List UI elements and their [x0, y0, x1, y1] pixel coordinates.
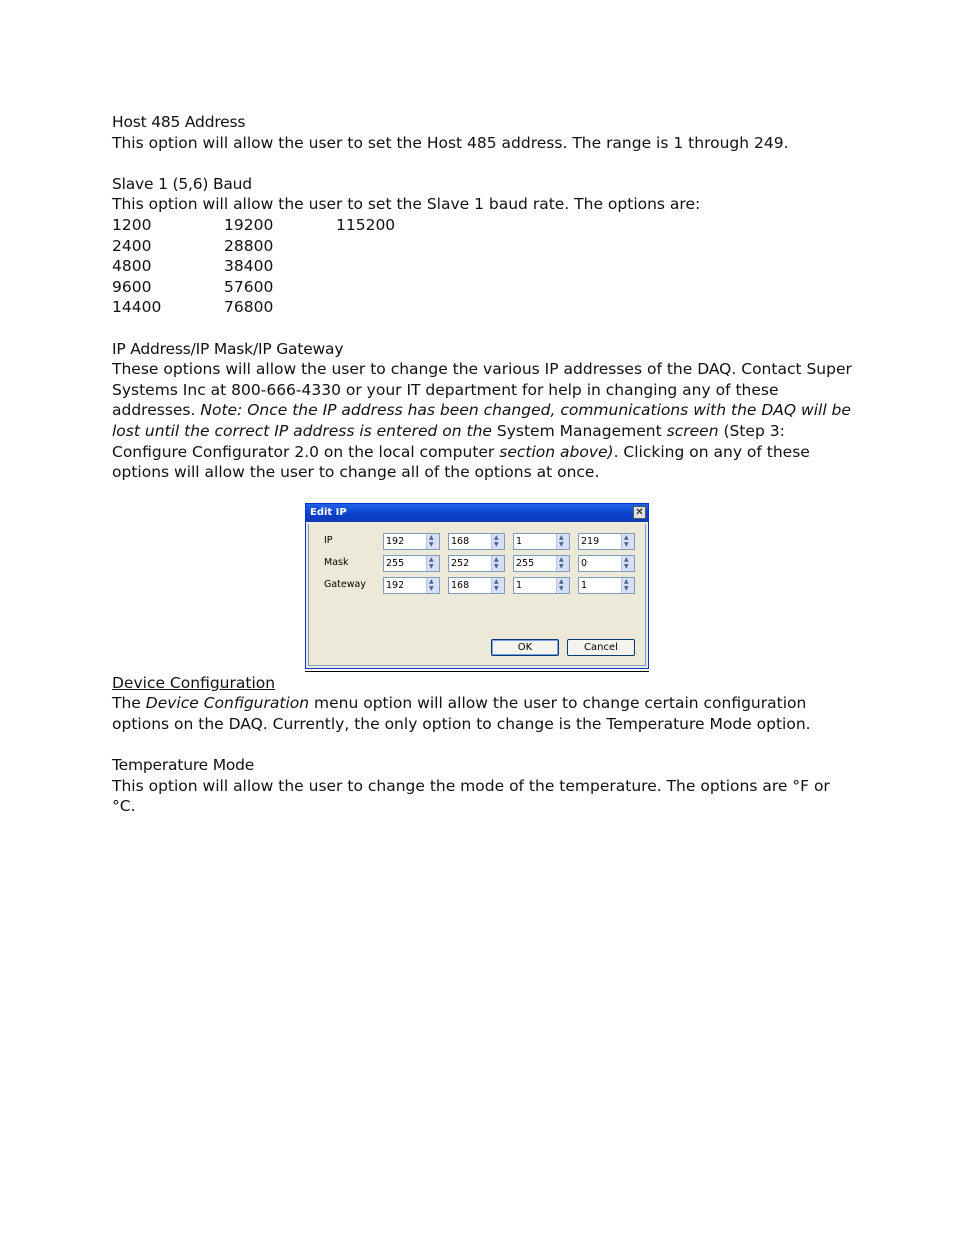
up-arrow-icon[interactable]: ▲: [624, 556, 629, 563]
down-arrow-icon[interactable]: ▼: [429, 585, 434, 592]
mask-octet-3-stepper[interactable]: 255 ▲ ▼: [513, 555, 570, 572]
up-arrow-icon[interactable]: ▲: [559, 534, 564, 541]
mask-octet-4-stepper[interactable]: 0 ▲ ▼: [578, 555, 635, 572]
ip-text: These options will allow the user to change the various IP addresses of the DAQ. Contact Super Systems Inc at 800-666-4330 or your IT department for help in changing any of these addresses. Note: Once the IP address has been changed, communications with the DAQ will be lost until the correct IP address is entered on the System Management screen (Step 3: Configure Configurator 2.0 on the local computer section above). Clicking on any of these options will allow the user to change all of the options at once.: [112, 360, 852, 482]
baud-row: 14400 76800: [112, 298, 274, 317]
up-arrow-icon[interactable]: ▲: [429, 556, 434, 563]
up-arrow-icon[interactable]: ▲: [494, 556, 499, 563]
mask-row: [309, 555, 645, 573]
gateway-row: [309, 577, 645, 595]
dialog-body: [308, 524, 646, 666]
ip-octet-3-stepper[interactable]: 1 ▲ ▼: [513, 533, 570, 550]
host485-text: This option will allow the user to set the Host 485 address. The range is 1 through 249.: [112, 133, 789, 152]
baud-row: 2400 28800: [112, 236, 274, 255]
temp-mode-heading: Temperature Mode: [112, 756, 255, 775]
device-config-text: The Device Configuration menu option will allow the user to change certain configuration options on the DAQ. Currently, the only option to change is the Temperature Mode option.: [112, 694, 811, 733]
close-icon[interactable]: ✕: [633, 506, 646, 519]
dialog-titlebar: [306, 504, 648, 522]
down-arrow-icon[interactable]: ▼: [494, 563, 499, 570]
slave-baud-text: This option will allow the user to set the Slave 1 baud rate. The options are:: [112, 195, 701, 214]
down-arrow-icon[interactable]: ▼: [559, 541, 564, 548]
up-arrow-icon[interactable]: ▲: [624, 578, 629, 585]
document-page: [112, 112, 852, 817]
up-arrow-icon[interactable]: ▲: [429, 578, 434, 585]
edit-ip-dialog: [305, 503, 649, 669]
ip-octet-4-stepper[interactable]: 219 ▲ ▼: [578, 533, 635, 550]
gateway-label: Gateway: [324, 579, 366, 590]
edit-ip-dialog-figure: [305, 503, 649, 672]
ip-label: IP: [324, 535, 333, 546]
cancel-button[interactable]: Cancel: [567, 639, 635, 656]
down-arrow-icon[interactable]: ▼: [429, 541, 434, 548]
mask-label: Mask: [324, 557, 349, 568]
ip-row: [309, 533, 645, 551]
down-arrow-icon[interactable]: ▼: [494, 541, 499, 548]
slave-baud-heading: Slave 1 (5,6) Baud: [112, 174, 252, 193]
ip-octet-2-stepper[interactable]: 168 ▲ ▼: [448, 533, 505, 550]
ip-octet-1-stepper[interactable]: 192 ▲ ▼: [383, 533, 440, 550]
down-arrow-icon[interactable]: ▼: [624, 585, 629, 592]
down-arrow-icon[interactable]: ▼: [559, 563, 564, 570]
gateway-octet-4-stepper[interactable]: 1 ▲ ▼: [578, 577, 635, 594]
mask-octet-2-stepper[interactable]: 252 ▲ ▼: [448, 555, 505, 572]
baud-row: 1200 19200 115200: [112, 215, 396, 234]
gateway-octet-1-stepper[interactable]: 192 ▲ ▼: [383, 577, 440, 594]
up-arrow-icon[interactable]: ▲: [624, 534, 629, 541]
baud-row: 4800 38400: [112, 257, 274, 276]
up-arrow-icon[interactable]: ▲: [429, 534, 434, 541]
gateway-octet-3-stepper[interactable]: 1 ▲ ▼: [513, 577, 570, 594]
dialog-title: Edit IP: [310, 507, 347, 518]
down-arrow-icon[interactable]: ▼: [624, 541, 629, 548]
up-arrow-icon[interactable]: ▲: [494, 578, 499, 585]
up-arrow-icon[interactable]: ▲: [494, 534, 499, 541]
baud-row: 9600 57600: [112, 277, 274, 296]
up-arrow-icon[interactable]: ▲: [559, 556, 564, 563]
down-arrow-icon[interactable]: ▼: [624, 563, 629, 570]
up-arrow-icon[interactable]: ▲: [559, 578, 564, 585]
gateway-octet-2-stepper[interactable]: 168 ▲ ▼: [448, 577, 505, 594]
ok-button[interactable]: OK: [491, 639, 559, 656]
down-arrow-icon[interactable]: ▼: [559, 585, 564, 592]
temp-mode-text: This option will allow the user to change the mode of the temperature. The options are °F or °C.: [112, 776, 830, 816]
down-arrow-icon[interactable]: ▼: [429, 563, 434, 570]
mask-octet-1-stepper[interactable]: 255 ▲ ▼: [383, 555, 440, 572]
baud-table: [112, 215, 852, 318]
down-arrow-icon[interactable]: ▼: [494, 585, 499, 592]
host485-heading: Host 485 Address: [112, 113, 246, 131]
device-config-heading: Device Configuration: [112, 673, 276, 692]
ip-heading: IP Address/IP Mask/IP Gateway: [112, 339, 344, 358]
